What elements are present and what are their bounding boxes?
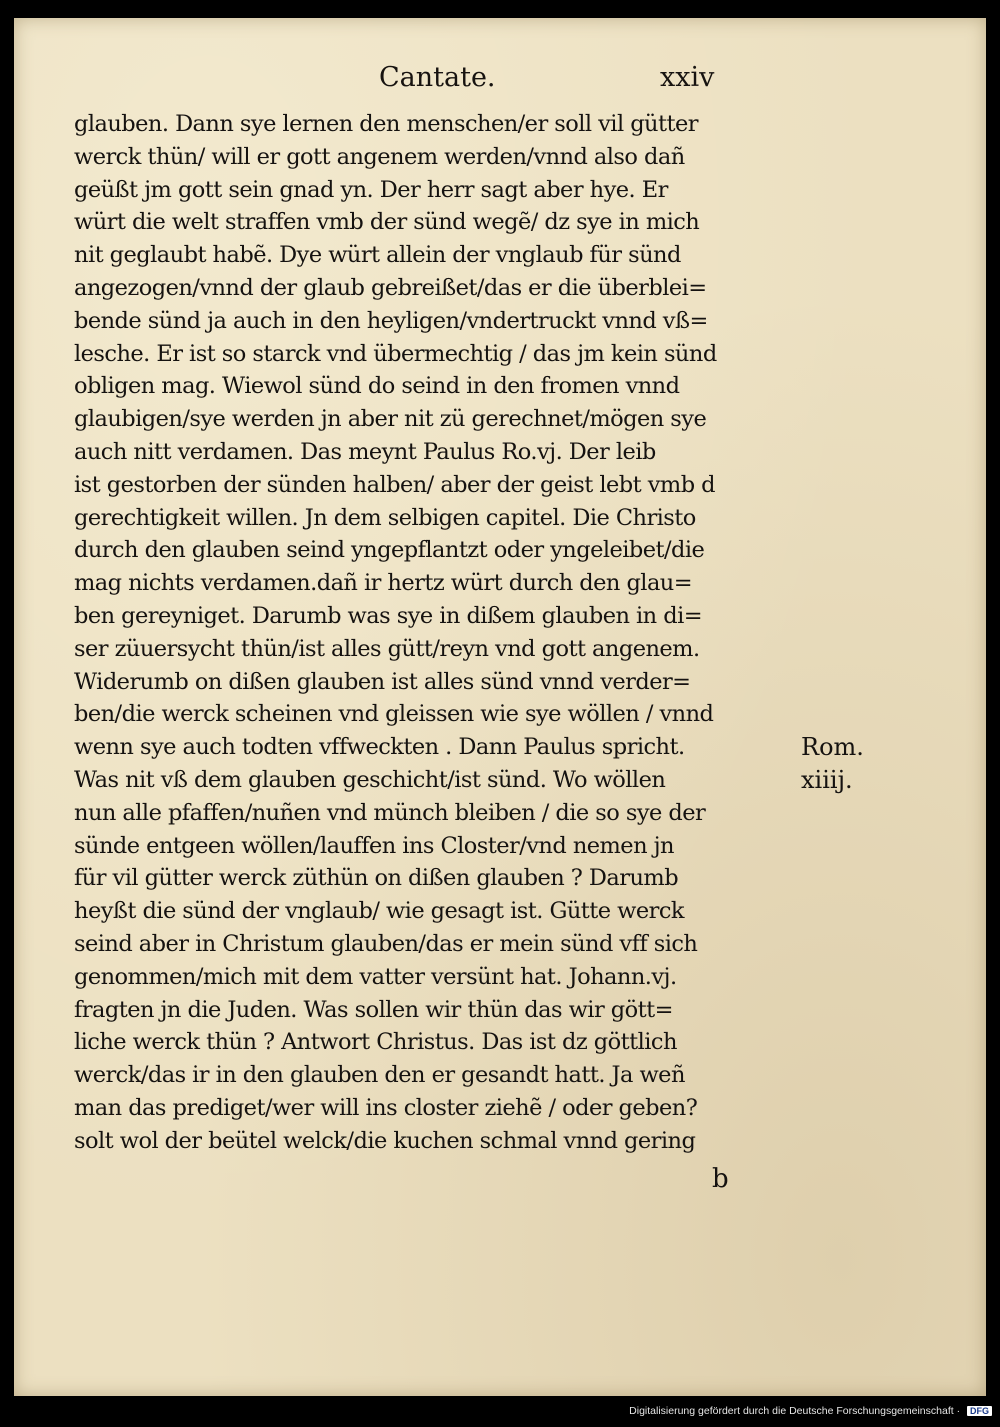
text-line: obligen mag. Wiewol sünd do seind in den fromen vnnd [74, 373, 680, 400]
text-line: würt die welt straffen vmb der sünd wegẽ/ dz sye in mich [74, 209, 700, 236]
text-line: ser züuersycht thün/ist alles gütt/reyn vnd gott angenem. [74, 635, 700, 662]
text-line: seind aber in Christum glauben/das er mein sünd vff sich [74, 930, 698, 957]
text-line: lesche. Er ist so starck vnd übermechtig / das jm kein sünd [74, 340, 717, 367]
page-header [14, 18, 986, 108]
text-line: angezogen/vnnd der glaub gebreißet/das er die überblei= [74, 274, 707, 301]
text-line: glauben. Dann sye lernen den menschen/er soll vil gütter [74, 111, 698, 137]
margin-note-line: Rom. [801, 733, 864, 761]
text-line: nun alle pfaffen/nuñen vnd münch bleiben / die so sye der [74, 799, 706, 826]
text-line: gerechtigkeit willen. Jn dem selbigen capitel. Die Christo [74, 504, 696, 531]
text-line: auch nitt verdamen. Das meynt Paulus Ro.vj. Der leib [74, 438, 656, 465]
text-line: für vil gütter werck züthün on dißen glauben ? Darumb [74, 865, 679, 892]
footer-credit-text: Digitalisierung gefördert durch die Deutsche Forschungsgemeinschaft · [629, 1405, 961, 1417]
footer-credit [600, 1405, 992, 1423]
text-line: fragten jn die Juden. Was sollen wir thün das wir gött= [74, 996, 673, 1023]
text-line: werck/das ir in den glauben den er gesandt hatt. Ja weñ [74, 1062, 685, 1089]
text-line: genommen/mich mit dem vatter versünt hat. Johann.vj. [74, 963, 677, 990]
text-line: durch den glauben seind yngepflantzt oder yngeleibet/die [74, 537, 705, 564]
text-line: sünde entgeen wöllen/lauffen ins Closter/vnd nemen jn [74, 832, 674, 859]
signature-mark: b [712, 1164, 729, 1194]
text-line: mag nichts verdamen.dañ ir hertz würt durch den glau= [74, 570, 693, 597]
text-line: ben gereyniget. Darumb was sye in dißem glauben in di= [74, 602, 703, 629]
text-line: liche werck thün ? Antwort Christus. Das ist dz göttlich [74, 1029, 677, 1056]
text-line: ben/die werck scheinen vnd gleissen wie sye wöllen / vnnd [74, 701, 714, 728]
text-line: glaubigen/sye werden jn aber nit zü gerechnet/mögen sye [74, 406, 707, 433]
text-line: bende sünd ja auch in den heyligen/vndertruckt vnnd vß= [74, 307, 708, 334]
dfg-logo: DFG [967, 1406, 992, 1416]
folio-number: xxiv [660, 62, 715, 93]
text-line: man das prediget/wer will ins closter ziehẽ / oder geben? [74, 1094, 698, 1121]
text-line: wenn sye auch todten vffweckten . Dann Paulus spricht. [74, 734, 685, 761]
running-head: Cantate. [379, 62, 496, 93]
book-page [14, 18, 986, 1396]
text-line: ist gestorben der sünden halben/ aber der geist lebt vmb d [74, 471, 716, 498]
text-line: Was nit vß dem glauben geschicht/ist sünd. Wo wöllen [74, 766, 666, 793]
text-line: heyßt die sünd der vnglaub/ wie gesagt ist. Gütte werck [74, 898, 684, 925]
text-line: solt wol der beütel welck/die kuchen schmal vnnd gering [74, 1127, 696, 1154]
margin-note [801, 731, 864, 797]
text-block [74, 108, 814, 1158]
text-line: geüßt jm gott sein gnad yn. Der herr sagt aber hye. Er [74, 176, 668, 203]
text-line: Widerumb on dißen glauben ist alles sünd vnnd verder= [74, 668, 691, 695]
margin-note-line: xiiij. [801, 765, 853, 794]
text-line: werck thün/ will er gott angenem werden/vnnd also dañ [74, 143, 685, 170]
text-line: nit geglaubt habẽ. Dye würt allein der vnglaub für sünd [74, 242, 681, 269]
